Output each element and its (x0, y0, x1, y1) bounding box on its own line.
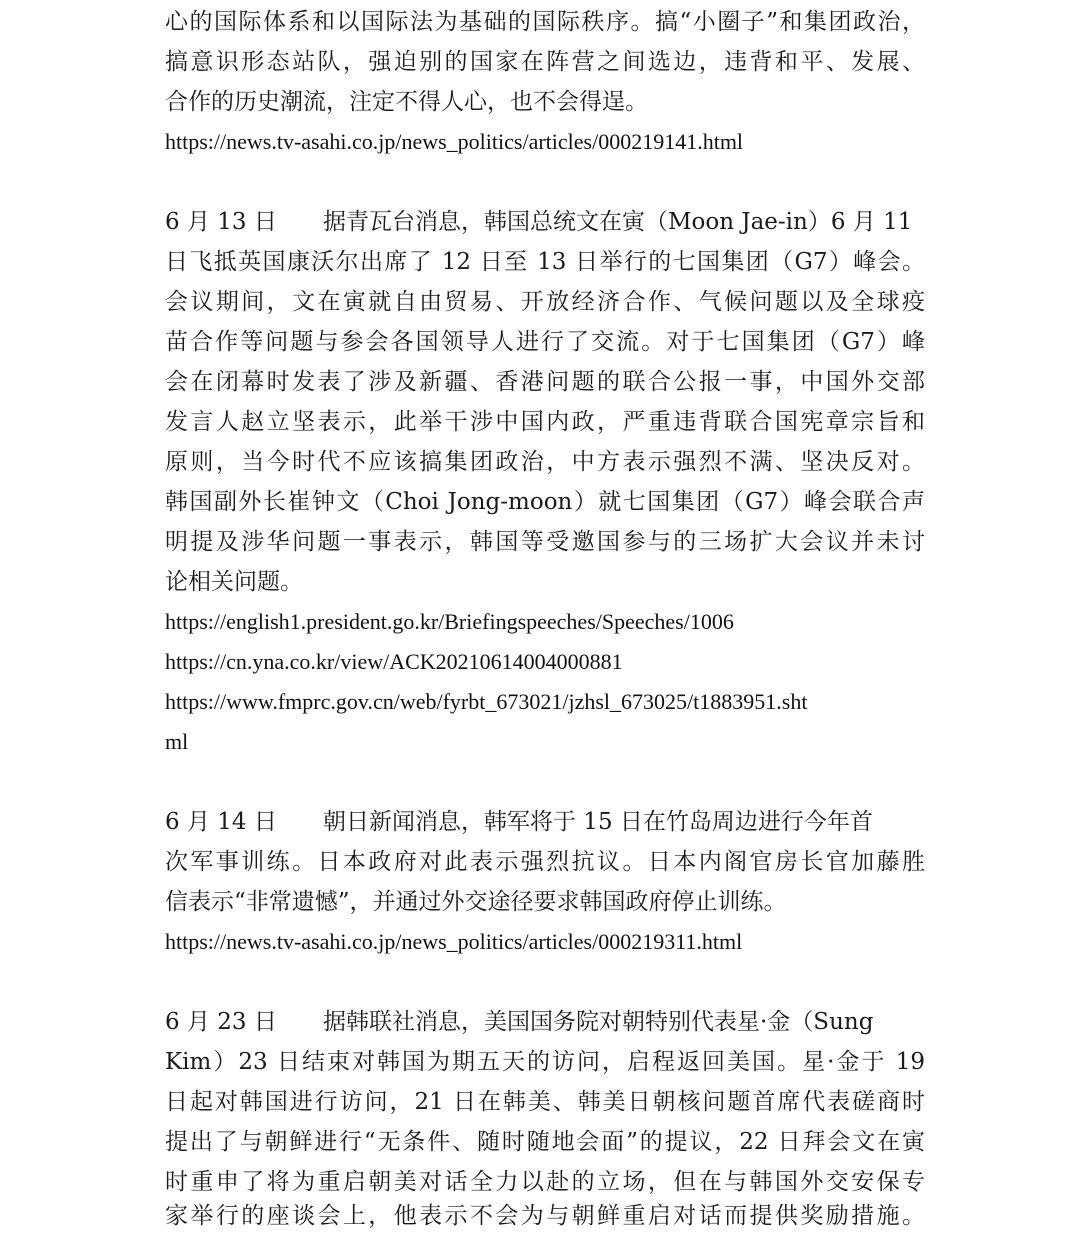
entry-0623-lead: 据韩联社消息，美国国务院对朝特别代表星·金（Sung (323, 1009, 874, 1035)
entry-0623-line-2: Kim）23 日结束对韩国为期五天的访问，启程返回美国。星·金于 19 (165, 1049, 925, 1075)
entry-0613-line-3: 会议期间，文在寅就自由贸易、开放经济合作、气候问题以及全球疫 (165, 289, 925, 315)
entry-0623-first-line (165, 1002, 925, 1042)
entry-prev-line-1: 心的国际体系和以国际法为基础的国际秩序。搞“小圈子”和集团政治， (165, 9, 925, 35)
entry-0613-source-link-1[interactable]: https://english1.president.go.kr/Briefingspeeches/Speeches/1006 (165, 609, 734, 634)
entry-0613-source-link-3-cont[interactable]: ml (165, 729, 189, 754)
entry-0614-line-2: 次军事训练。日本政府对此表示强烈抗议。日本内阁官房长官加藤胜 (165, 849, 925, 875)
entry-0613-source-link-2[interactable]: https://cn.yna.co.kr/view/ACK20210614004000881 (165, 649, 623, 674)
entry-0613-line-7: 原则，当今时代不应该搞集团政治，中方表示强烈不满、坚决反对。 (165, 449, 925, 475)
entry-0623-line-4: 提出了与朝鲜进行“无条件、随时随地会面”的提议，22 日拜会文在寅 (165, 1129, 925, 1155)
entry-0614-date: 6 月 14 日 (165, 809, 277, 835)
entry-0613-line-2: 日飞抵英国康沃尔出席了 12 日至 13 日举行的七国集团（G7）峰会。 (165, 249, 925, 275)
entry-0623-line-5: 时重申了将为重启朝美对话全力以赴的立场，但在与韩国外交安保专 (165, 1169, 925, 1195)
entry-0614-line-3: 信表示“非常遗憾”，并通过外交途径要求韩国政府停止训练。 (165, 889, 787, 915)
entry-prev-source-link[interactable]: https://news.tv-asahi.co.jp/news_politics/articles/000219141.html (165, 129, 744, 154)
entry-0614-source-link[interactable]: https://news.tv-asahi.co.jp/news_politics/articles/000219311.html (165, 929, 743, 954)
entry-0613-line-6: 发言人赵立坚表示，此举干涉中国内政，严重违背联合国宪章宗旨和 (165, 409, 925, 435)
entry-0623-line-6: 家举行的座谈会上，他表示不会为与朝鲜重启对话而提供奖励措施。 (165, 1203, 925, 1229)
entry-0613-lead: 据青瓦台消息，韩国总统文在寅（Moon Jae-in）6 月 11 (323, 209, 913, 235)
entry-0613-line-9: 明提及涉华问题一事表示，韩国等受邀国参与的三场扩大会议并未讨 (165, 529, 925, 555)
entry-0613-first-line (165, 202, 925, 242)
entry-0614-lead: 朝日新闻消息，韩军将于 15 日在竹岛周边进行今年首 (323, 809, 873, 835)
entry-prev-line-3: 合作的历史潮流，注定不得人心，也不会得逞。 (165, 89, 648, 115)
entry-0623-date: 6 月 23 日 (165, 1009, 277, 1035)
entry-0613-line-5: 会在闭幕时发表了涉及新疆、香港问题的联合公报一事，中国外交部 (165, 369, 925, 395)
entry-0613-date: 6 月 13 日 (165, 209, 277, 235)
entry-prev-line-2: 搞意识形态站队，强迫别的国家在阵营之间选边，违背和平、发展、 (165, 49, 925, 75)
entry-0613-source-link-3[interactable]: https://www.fmprc.gov.cn/web/fyrbt_673021/jzhsl_673025/t1883951.sht (165, 689, 808, 714)
entry-0613-line-4: 苗合作等问题与参会各国领导人进行了交流。对于七国集团（G7）峰 (165, 329, 925, 355)
entry-0613-line-8: 韩国副外长崔钟文（Choi Jong-moon）就七国集团（G7）峰会联合声 (165, 489, 925, 515)
entry-0613-line-10: 论相关问题。 (165, 569, 303, 595)
entry-0614-first-line (165, 802, 925, 842)
entry-0623-line-3: 日起对韩国进行访问，21 日在韩美、韩美日朝核问题首席代表磋商时 (165, 1089, 925, 1115)
